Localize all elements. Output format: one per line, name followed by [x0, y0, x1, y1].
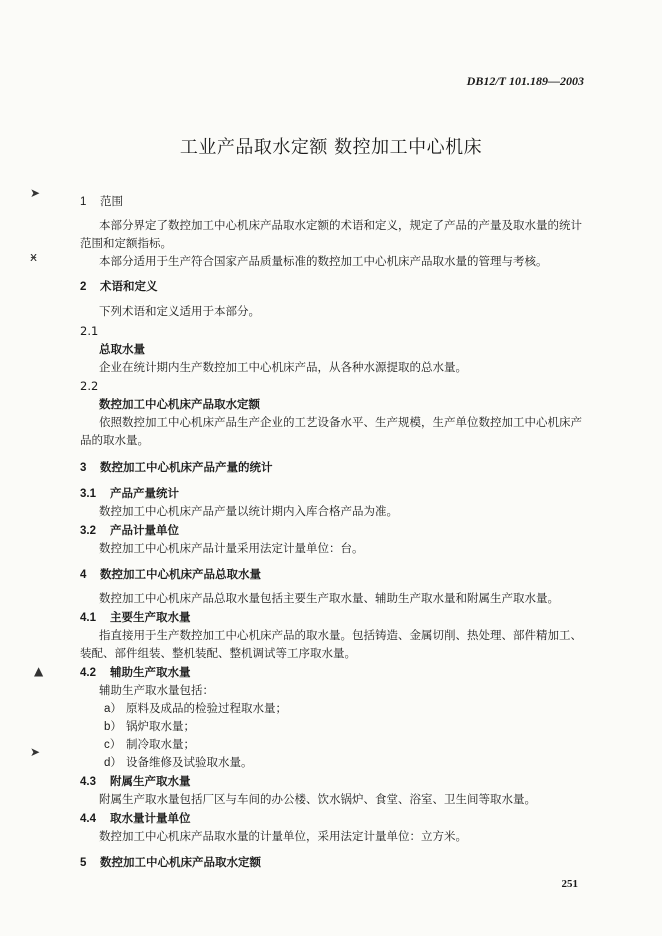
section-4-heading: 4 数控加工中心机床产品总取水量: [80, 567, 261, 581]
margin-mark-icon: ӿ: [30, 250, 38, 264]
section-3-heading: 3 数控加工中心机床产品产量的统计: [80, 460, 273, 474]
paragraph: 数控加工中心机床产品总取水量包括主要生产取水量、辅助生产取水量和附属生产取水量。: [99, 591, 559, 605]
paragraph: 范围和定额指标。: [80, 236, 172, 250]
paragraph: 本部分适用于生产符合国家产品质量标准的数控加工中心机床产品取水量的管理与考核。: [99, 254, 548, 268]
document-id: DB12/T 101.189—2003: [466, 74, 584, 88]
paragraph: 数控加工中心机床产品产量以统计期内入库合格产品为准。: [99, 504, 398, 518]
term: 数控加工中心机床产品取水定额: [99, 397, 260, 411]
list-item: d） 设备维修及试验取水量。: [104, 755, 253, 769]
subsection-heading: 4.4 取水量计量单位: [80, 811, 191, 825]
list-item: c） 制冷取水量；: [104, 737, 195, 751]
definition: 企业在统计期内生产数控加工中心机床产品，从各种水源提取的总水量。: [99, 360, 467, 374]
subsection-heading: 3.1 产品产量统计: [80, 486, 179, 500]
paragraph: 装配、部件组装、整机装配、整机调试等工序取水量。: [80, 646, 356, 660]
term: 总取水量: [99, 342, 145, 356]
subsection-heading: 4.1 主要生产取水量: [80, 610, 191, 624]
clause-number: 2.1: [80, 324, 99, 338]
margin-mark-icon: ➤: [30, 186, 41, 200]
page-number: 251: [561, 878, 578, 890]
list-item: a） 原料及成品的检验过程取水量；: [104, 701, 287, 715]
paragraph: 下列术语和定义适用于本部分。: [99, 304, 260, 318]
section-1-heading: 1 范围: [80, 194, 123, 208]
paragraph: 指直接用于生产数控加工中心机床产品的取水量。包括铸造、金属切削、热处理、部件精加工、: [99, 628, 582, 642]
paragraph: 数控加工中心机床产品取水量的计量单位，采用法定计量单位：立方米。: [99, 829, 467, 843]
section-5-heading: 5 数控加工中心机床产品取水定额: [80, 855, 261, 869]
paragraph: 辅助生产取水量包括：: [99, 683, 214, 697]
paragraph: 附属生产取水量包括厂区与车间的办公楼、饮水锅炉、食堂、浴室、卫生间等取水量。: [99, 792, 536, 806]
section-2-heading: 2 术语和定义: [80, 279, 158, 293]
list-item: b） 锅炉取水量；: [104, 719, 195, 733]
definition: 依照数控加工中心机床产品生产企业的工艺设备水平、生产规模，生产单位数控加工中心机床产: [99, 415, 582, 429]
definition: 品的取水量。: [80, 433, 149, 447]
margin-mark-icon: ➤: [30, 745, 41, 759]
subsection-heading: 4.3 附属生产取水量: [80, 774, 191, 788]
margin-mark-icon: ▲: [34, 664, 44, 678]
clause-number: 2.2: [80, 379, 99, 393]
paragraph: 数控加工中心机床产品计量采用法定计量单位：台。: [99, 541, 364, 555]
subsection-heading: 4.2 辅助生产取水量: [80, 665, 191, 679]
page-title: 工业产品取水定额 数控加工中心机床: [179, 137, 483, 158]
subsection-heading: 3.2 产品计量单位: [80, 523, 179, 537]
paragraph: 本部分界定了数控加工中心机床产品取水定额的术语和定义，规定了产品的产量及取水量的统计: [99, 218, 582, 232]
